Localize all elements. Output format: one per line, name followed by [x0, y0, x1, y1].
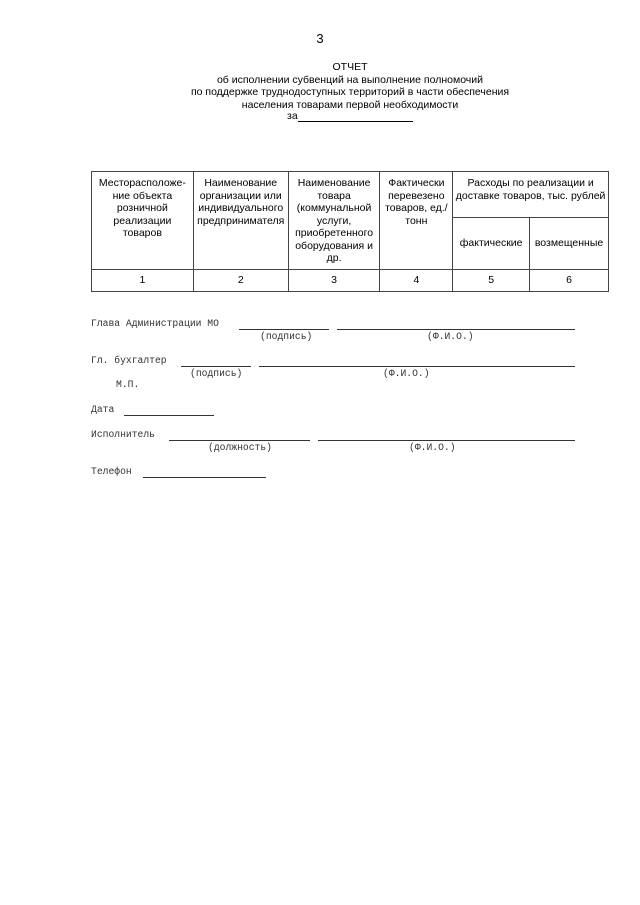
- head-name-line: [337, 329, 575, 330]
- accountant-name-line: [259, 366, 575, 367]
- phone-label: Телефон: [91, 466, 132, 477]
- executor-position-caption: (должность): [208, 442, 272, 453]
- column-number: 6: [530, 270, 609, 292]
- column-number: 5: [453, 270, 530, 292]
- head-signature-line: [239, 329, 329, 330]
- column-header-organization: Наименование организации или индивидуального предпринимателя: [193, 172, 288, 270]
- column-header-expenses: Расходы по реализации и доставке товаров, тыс. рублей: [453, 172, 609, 218]
- head-label: Глава Администрации МО: [91, 318, 219, 329]
- period-blank-line: [298, 110, 413, 122]
- accountant-label: Гл. бухгалтер: [91, 355, 167, 366]
- column-number: 3: [288, 270, 380, 292]
- report-header: [150, 61, 550, 111]
- column-header-goods-name: Наименование товара (коммунальной услуги, приобретенного оборудования и др.: [288, 172, 380, 270]
- column-number-row: [92, 270, 609, 292]
- accountant-signature-line: [181, 366, 251, 367]
- report-title: ОТЧЕТ: [332, 61, 368, 73]
- accountant-name-caption: (Ф.И.О.): [383, 368, 430, 379]
- phone-line: [143, 477, 266, 478]
- date-line: [124, 415, 214, 416]
- accountant-sign-caption: (подпись): [190, 368, 243, 379]
- report-subtitle-line-1: об исполнении субвенций на выполнение полномочий: [216, 73, 484, 86]
- report-subtitle-line-2: по поддержке труднодоступных территорий в части обеспечения: [190, 86, 510, 98]
- report-table: [91, 171, 609, 292]
- column-number: 1: [92, 270, 194, 292]
- head-sign-caption: (подпись): [260, 331, 313, 342]
- column-header-transported: Фактически перевезено товаров, ед./тонн: [380, 172, 453, 270]
- executor-name-line: [318, 440, 575, 441]
- report-period: [287, 110, 413, 122]
- page-number: 3: [316, 31, 324, 46]
- date-label: Дата: [91, 404, 115, 415]
- column-number: 2: [193, 270, 288, 292]
- column-header-reimbursed: возмещенные: [530, 218, 609, 270]
- head-name-caption: (Ф.И.О.): [427, 331, 474, 342]
- column-header-actual: фактические: [453, 218, 530, 270]
- report-subtitle-line-3: населения товарами первой необходимости: [241, 98, 459, 111]
- column-number: 4: [380, 270, 453, 292]
- executor-position-line: [169, 440, 310, 441]
- stamp-place: М.П.: [116, 379, 140, 390]
- column-header-location: Месторасположе-ние объекта розничной реализации товаров: [92, 172, 194, 270]
- executor-label: Исполнитель: [91, 429, 155, 440]
- period-label: за: [287, 110, 298, 122]
- executor-name-caption: (Ф.И.О.): [409, 442, 456, 453]
